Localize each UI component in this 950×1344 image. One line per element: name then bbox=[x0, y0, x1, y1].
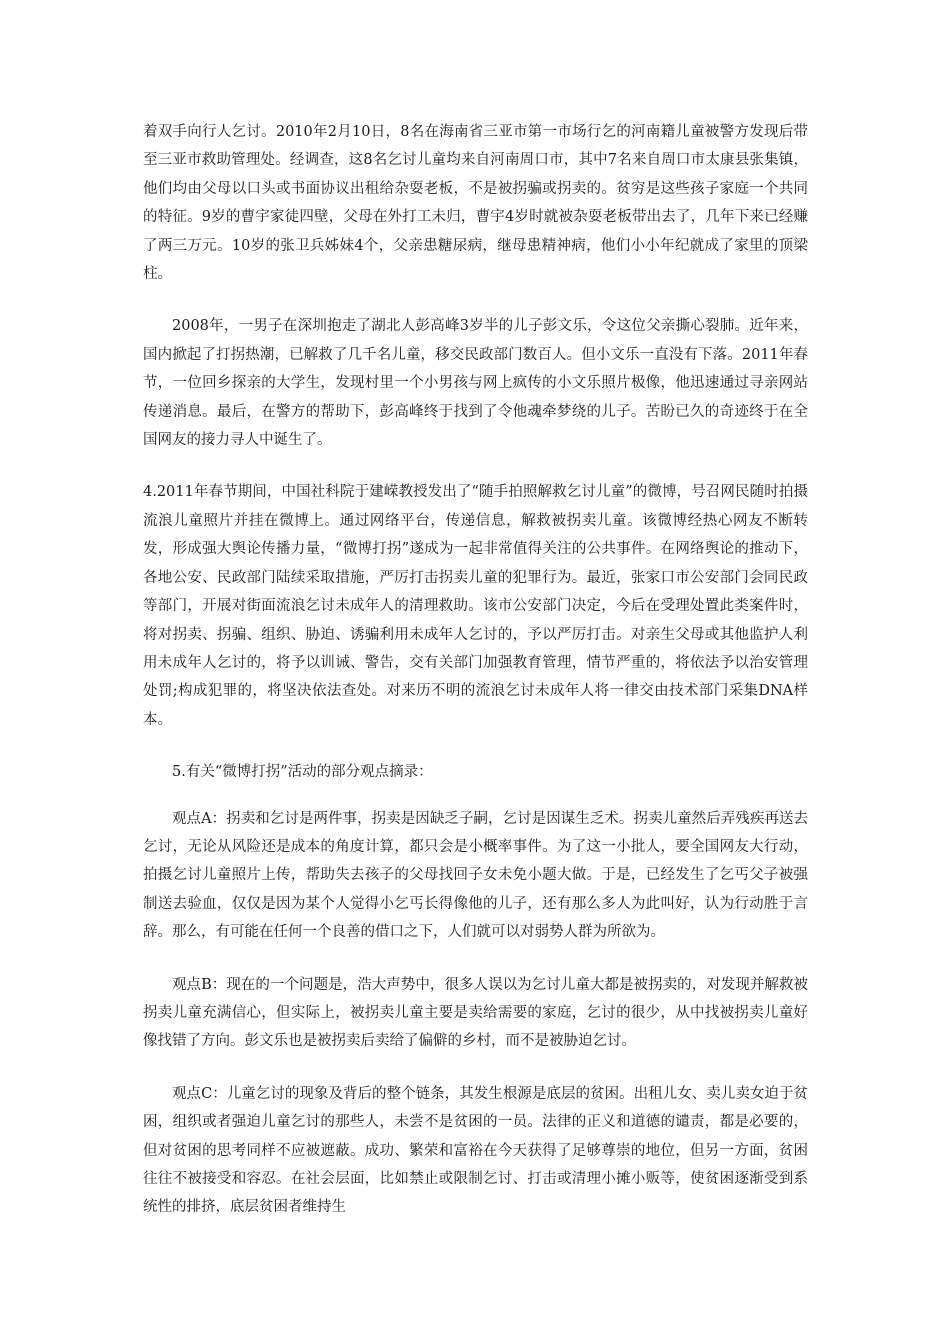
paragraph-viewpoint-a: 观点A：拐卖和乞讨是两件事，拐卖是因缺乏子嗣，乞讨是因谋生乏术。拐卖儿童然后弄残疾再送去乞讨，无论从风险还是成本的角度计算，都只会是小概率事件。为了这一小批人，要全国网友大行动，拍摄乞讨儿童照片上传，帮助失去孩子的父母找回子女未免小题大做。于是，已经发生了乞丐父子被强制送去验血，仅仅是因为某个人觉得小乞丐长得像他的儿子，还有那么多人为此叫好，认为行动胜于言辞。那么，有可能在任何一个良善的借口之下，人们就可以对弱势人群为所欲为。 bbox=[143, 810, 808, 941]
paragraph-weibo-anti-trafficking: 4.2011年春节期间，中国社科院于建嵘教授发出了“随手拍照解救乞讨儿童”的微博，号召网民随时拍摄流浪儿童照片并挂在微博上。通过网络平台，传递信息，解救被拐卖儿童。该微博经热心网友不断转发，形成强大舆论传播力量，“微博打拐”遂成为一起非常值得关注的公共事件。在网络舆论的推动下，各地公安、民政部门陆续采取措施，严厉打击拐卖儿童的犯罪行为。最近，张家口市公安部门会同民政等部门，开展对街面流浪乞讨未成年人的清理救助。该市公安部门决定，今后在受理处置此类案件时，将对拐卖、拐骗、组织、胁迫、诱骗利用未成年人乞讨的，予以严厉打击。对亲生父母或其他监护人利用未成年人乞讨的，将予以训诫、警告，交有关部门加强教育管理，情节严重的，将依法予以治安管理处罚;构成犯罪的，将坚决依法查处。对来历不明的流浪乞讨未成年人将一律交由技术部门采集DNA样本。 bbox=[143, 484, 808, 728]
document-body bbox=[143, 118, 808, 1246]
paragraph-viewpoint-c: 观点C：儿童乞讨的现象及背后的整个链条，其发生根源是底层的贫困。出租儿女、卖儿卖女迫于贫困，组织或者强迫儿童乞讨的那些人，未尝不是贫困的一员。法律的正义和道德的谴责，都是必要的，但对贫困的思考同样不应被遮蔽。成功、繁荣和富裕在今天获得了足够尊崇的地位，但另一方面，贫困往往不被接受和容忍。在社会层面，比如禁止或限制乞讨、打击或清理小摊小贩等，使贫困逐渐受到系统性的排挤，底层贫困者维持生 bbox=[143, 1085, 808, 1216]
paragraph-begging-children: 着双手向行人乞讨。2010年2月10日，8名在海南省三亚市第一市场行乞的河南籍儿童被警方发现后带至三亚市救助管理处。经调查，这8名乞讨儿童均来自河南周口市，其中7名来自周口市太康县张集镇，他们均由父母以口头或书面协议出租给杂耍老板，不是被拐骗或拐卖的。贫穷是这些孩子家庭一个共同的特征。9岁的曹宇家徒四壁，父母在外打工未归，曹宇4岁时就被杂耍老板带出去了，几年下来已经赚了两三万元。10岁的张卫兵姊妹4个，父亲患糖尿病，继母患精神病，他们小小年纪就成了家里的顶梁柱。 bbox=[143, 124, 808, 283]
paragraph-viewpoint-b: 观点B：现在的一个问题是，浩大声势中，很多人误以为乞讨儿童大都是被拐卖的，对发现并解救被拐卖儿童充满信心，但实际上，被拐卖儿童主要是卖给需要的家庭，乞讨的很少，从中找被拐卖儿童好像找错了方向。彭文乐也是被拐卖后卖给了偏僻的乡村，而不是被胁迫乞讨。 bbox=[143, 976, 808, 1050]
paragraph-peng-wenle: 2008年，一男子在深圳抱走了湖北人彭高峰3岁半的儿子彭文乐，令这位父亲撕心裂肺。近年来，国内掀起了打拐热潮，已解救了几千名儿童，移交民政部门数百人。但小文乐一直没有下落。2011年春节，一位回乡探亲的大学生，发现村里一个小男孩与网上疯传的小文乐照片极像，他迅速通过寻亲网站传递消息。最后，在警方的帮助下，彭高峰终于找到了令他魂牵梦绕的儿子。苦盼已久的奇迹终于在全国网友的接力寻人中诞生了。 bbox=[143, 318, 808, 449]
paragraph-viewpoints-heading: 5.有关“微博打拐”活动的部分观点摘录： bbox=[172, 764, 433, 781]
